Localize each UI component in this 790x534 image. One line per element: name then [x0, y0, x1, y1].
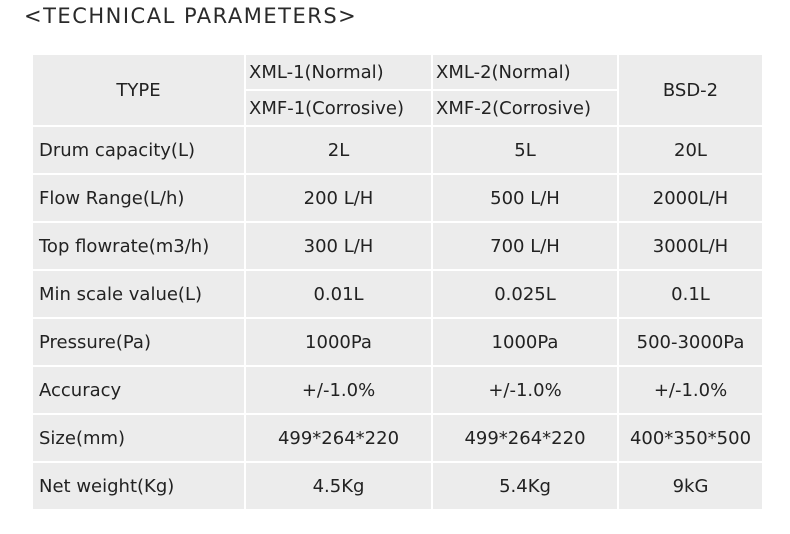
- cell-value: 5L: [432, 126, 618, 174]
- cell-value: 200 L/H: [245, 174, 432, 222]
- cell-value: 499*264*220: [245, 414, 432, 462]
- table-row: [32, 270, 763, 318]
- row-label: Pressure(Pa): [32, 318, 245, 366]
- cell-value: 400*350*500: [618, 414, 763, 462]
- cell-value: 9kG: [618, 462, 763, 510]
- table-row: [32, 222, 763, 270]
- header-col1-bottom: XMF-1(Corrosive): [245, 90, 432, 126]
- row-label: Drum capacity(L): [32, 126, 245, 174]
- cell-value: 5.4Kg: [432, 462, 618, 510]
- table-row: [32, 366, 763, 414]
- cell-value: 1000Pa: [245, 318, 432, 366]
- cell-value: 4.5Kg: [245, 462, 432, 510]
- cell-value: +/-1.0%: [432, 366, 618, 414]
- technical-parameters-table: [31, 53, 764, 511]
- row-label: Accuracy: [32, 366, 245, 414]
- cell-value: 500-3000Pa: [618, 318, 763, 366]
- table-row: [32, 414, 763, 462]
- cell-value: 0.025L: [432, 270, 618, 318]
- table-row: [32, 126, 763, 174]
- row-label: Size(mm): [32, 414, 245, 462]
- cell-value: +/-1.0%: [618, 366, 763, 414]
- row-label: Min scale value(L): [32, 270, 245, 318]
- cell-value: 1000Pa: [432, 318, 618, 366]
- header-col2-bottom: XMF-2(Corrosive): [432, 90, 618, 126]
- cell-value: 20L: [618, 126, 763, 174]
- header-type: TYPE: [32, 54, 245, 126]
- cell-value: 300 L/H: [245, 222, 432, 270]
- cell-value: 700 L/H: [432, 222, 618, 270]
- page-title: <TECHNICAL PARAMETERS>: [24, 4, 358, 28]
- row-label: Top flowrate(m3/h): [32, 222, 245, 270]
- row-label: Net weight(Kg): [32, 462, 245, 510]
- cell-value: 2000L/H: [618, 174, 763, 222]
- table-row: [32, 462, 763, 510]
- cell-value: 0.01L: [245, 270, 432, 318]
- header-col3: BSD-2: [618, 54, 763, 126]
- cell-value: 0.1L: [618, 270, 763, 318]
- cell-value: 500 L/H: [432, 174, 618, 222]
- table-row: [32, 318, 763, 366]
- header-col2-top: XML-2(Normal): [432, 54, 618, 90]
- header-col1-top: XML-1(Normal): [245, 54, 432, 90]
- table-row: [32, 174, 763, 222]
- table-header-row: [32, 54, 763, 90]
- cell-value: 499*264*220: [432, 414, 618, 462]
- cell-value: 2L: [245, 126, 432, 174]
- cell-value: 3000L/H: [618, 222, 763, 270]
- cell-value: +/-1.0%: [245, 366, 432, 414]
- row-label: Flow Range(L/h): [32, 174, 245, 222]
